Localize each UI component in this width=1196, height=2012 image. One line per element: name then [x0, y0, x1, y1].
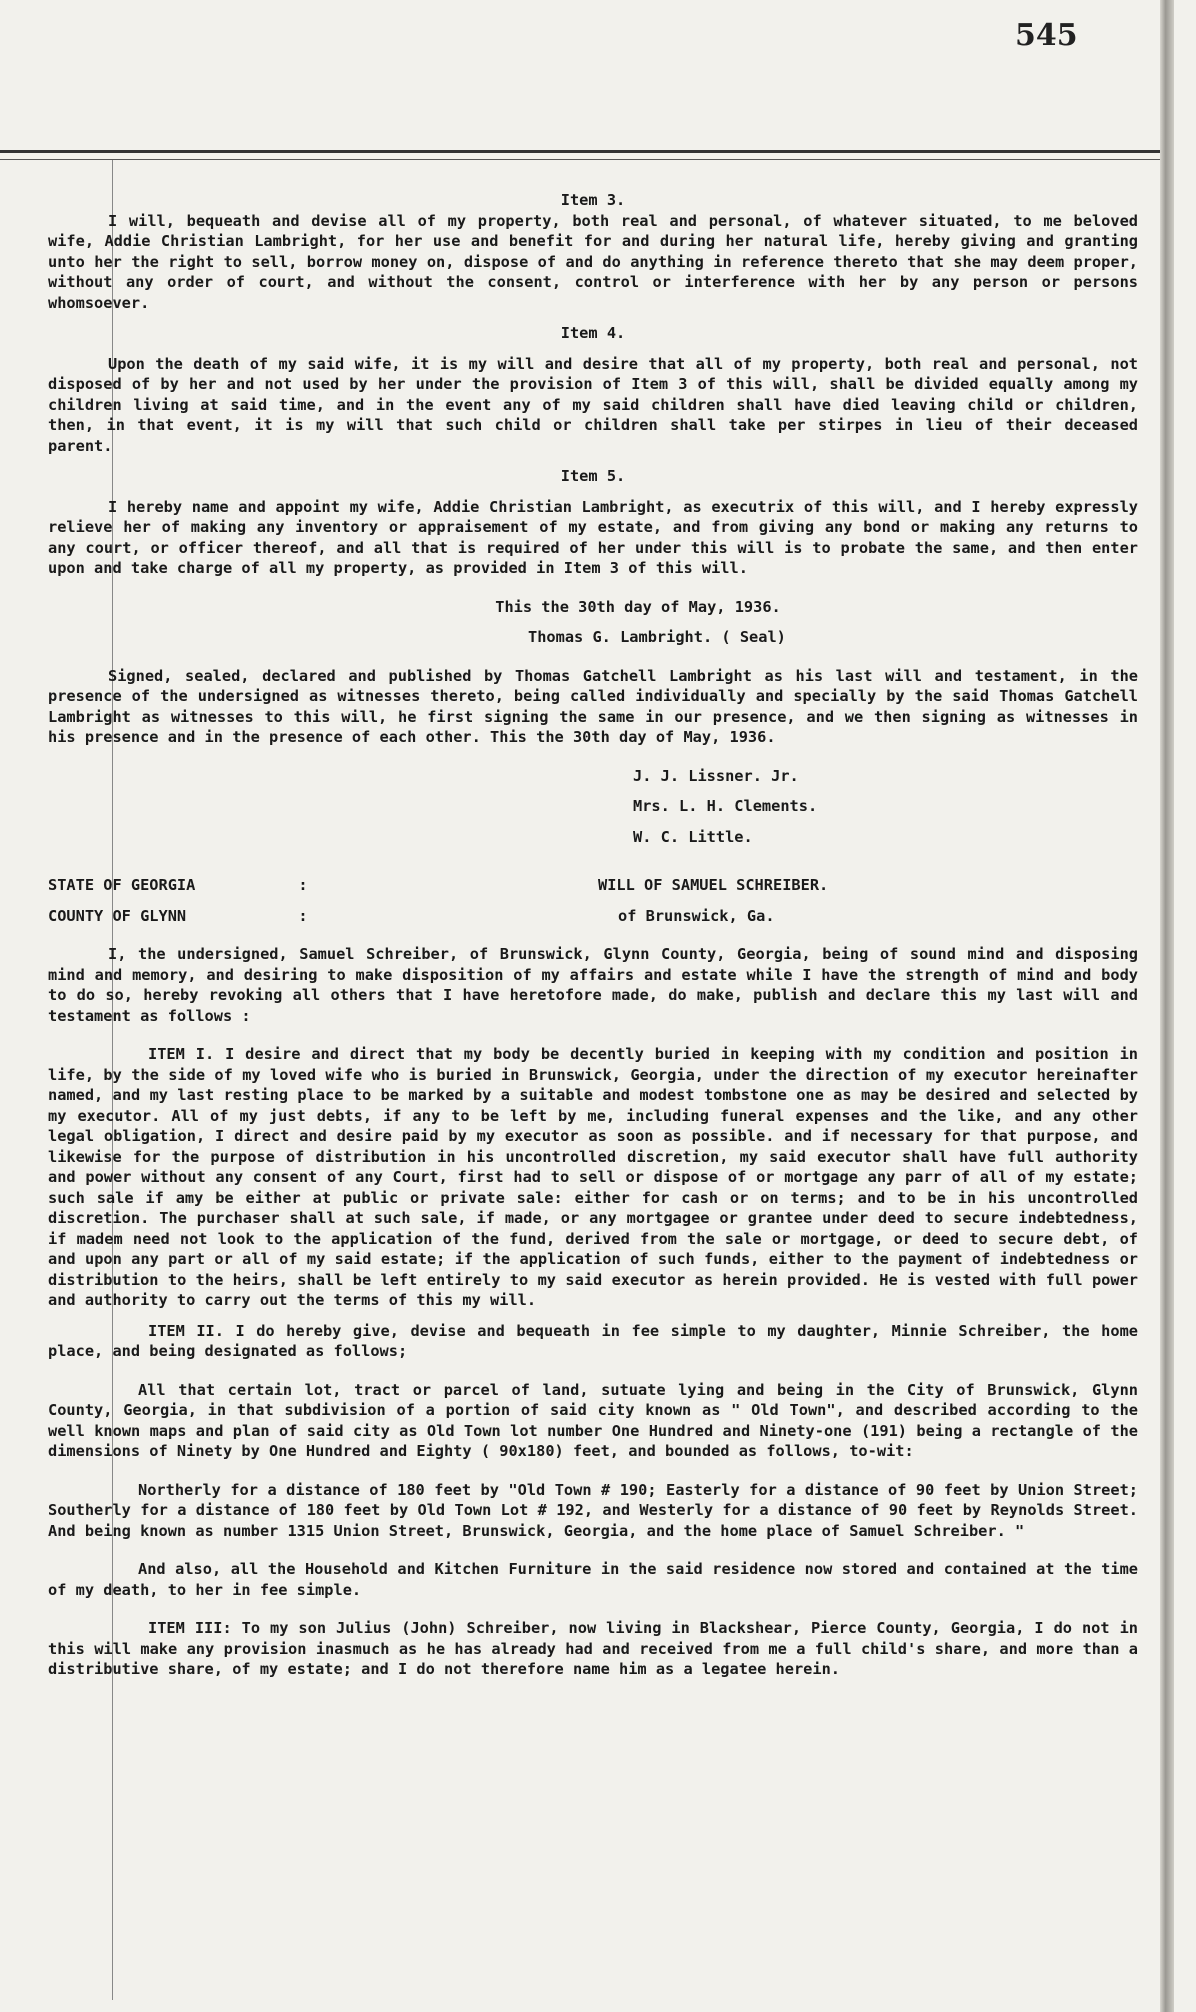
- will-subheading-row: COUNTY OF GLYNN : of Brunswick, Ga.: [48, 906, 1138, 927]
- item4-text: Upon the death of my said wife, it is my will and desire that all of my property, both real and personal, not disposed of by her and not used by her under the provision of Item 3 of this will, shall be divided equally among my children living at said time, and in the event any of my said children shall have died leaving child or children, then, in that event, it is my will that such child or children shall take per stirpes in lieu of their deceased parent.: [48, 354, 1138, 455]
- item-ii-land-description: All that certain lot, tract or parcel of land, sutuate lying and being in the City of Brunswick, Glynn County, Georgia, in that subdivision of a portion of said city known as " Old Town", and described according to the well known maps and plan of said city as Old Town lot number One Hundred and Ninety-one (191) being a rectangle of the dimensions of Ninety by One Hundred and Eighty ( 90x180) feet, and bounded as follows, to-wit:: [48, 1380, 1138, 1460]
- header-rule: [0, 150, 1170, 160]
- attestation-clause: Signed, sealed, declared and published by Thomas Gatchell Lambright as his last will and testament, in the presence of the undersigned as witnesses thereto, being called individually and specially by the said Thomas Gatchell Lambright as witnesses to this will, he first signing the same in our presence, and we then signing as witnesses in his presence and in the presence of each other. This the 30th day of May, 1936.: [48, 666, 1138, 746]
- will-heading-row: STATE OF GEORGIA : WILL OF SAMUEL SCHREIBER.: [48, 875, 1138, 896]
- item-ii-furniture: And also, all the Household and Kitchen Furniture in the said residence now stored and contained at the time of my death, to her in fee simple.: [48, 1560, 1138, 1599]
- page-number: 545: [1015, 18, 1078, 53]
- item-ii-boundaries: Northerly for a distance of 180 feet by "Old Town # 190; Easterly for a distance of 90 feet by Union Street; Southerly for a distance of 180 feet by Old Town Lot # 192, and Westerly for a distance of 90 feet by Reynolds Street. And being known as number 1315 Union Street, Brunswick, Georgia, and the home place of Samuel Schreiber. ": [48, 1480, 1138, 1540]
- item4-title: Item 4.: [560, 324, 626, 342]
- witness-signature: W. C. Little.: [633, 827, 753, 846]
- state-label: STATE OF GEORGIA: [48, 876, 196, 894]
- item3-text: I will, bequeath and devise all of my property, both real and personal, of whatever situated, to me beloved wife, Addie Christian Lambright, for her use and benefit for and during her natural life, hereby giving and granting unto her the right to sell, borrow money on, dispose of and do anything in reference thereto that she may deem proper, without any order of court, and without the consent, control or interference with her by any person or persons whomsoever.: [48, 211, 1138, 312]
- testator-signature: Thomas G. Lambright. ( Seal): [528, 628, 786, 646]
- item5-title: Item 5.: [560, 467, 626, 485]
- item-i: ITEM I. I desire and direct that my body be decently buried in keeping with my condition and position in life, by the side of my loved wife who is buried in Brunswick, Georgia, under the direction of my executor hereinafter named, and my last resting place to be marked by a suitable and modest tombstone one as may be desired and selected by my executor. All of my just debts, if any to be left by me, including funeral expenses and the like, and any other legal obligation, I direct and desire paid by my executor as soon as possible. and if necessary for that purpose, and likewise for the purpose of distribution in his uncontrolled discretion, my said executor shall have full authority and power without any consent of any Court, first had to sell or dispose of or mortgage any parr of all of my estate; such sale if amy be either at public or private sale: either for cash or on terms; and to be in his uncontrolled discretion. The purchaser shall at such sale, if made, or any mortgagee or grantee under deed to secure indebtedness, if madem need not look to the application of the fund, derived from the sale or mortgage, or deed to secure debt, of and upon any part or all of my said estate; if the application of such funds, either to the payment of indebtedness or distribution to the heirs, shall be left entirely to my said executor as herein provided. He is vested with full power and authority to carry out the terms of this my will.: [48, 1045, 1138, 1309]
- document-body: [48, 190, 1138, 1680]
- will-date: This the 30th day of May, 1936.: [495, 597, 781, 616]
- will-preamble: I, the undersigned, Samuel Schreiber, of Brunswick, Glynn County, Georgia, being of sound mind and disposing mind and memory, and desiring to make disposition of my affairs and estate while I have the strength of mind and body to do so, hereby revoking all others that I have heretofore made, do make, publish and declare this my last will and testament as follows :: [48, 945, 1138, 1025]
- item3-title: Item 3.: [560, 191, 626, 209]
- will-title: WILL OF SAMUEL SCHREIBER.: [598, 876, 829, 894]
- witness-signature: J. J. Lissner. Jr.: [633, 766, 799, 785]
- item-iii: ITEM III: To my son Julius (John) Schreiber, now living in Blackshear, Pierce County, Georgia, I do not in this will make any provision inasmuch as he has already had and received from me a full child's share, and more than a distributive share, of my estate; and I do not therefore name him as a legatee herein.: [48, 1619, 1138, 1678]
- county-label: COUNTY OF GLYNN: [48, 906, 187, 925]
- item5-text: I hereby name and appoint my wife, Addie Christian Lambright, as executrix of this will, and I hereby expressly relieve her of making any inventory or appraisement of my estate, and from giving any bond or making any returns to any court, or officer thereof, and all that is required of her under this will is to probate the same, and then enter upon and take charge of all my property, as provided in Item 3 of this will.: [48, 497, 1138, 577]
- will-subtitle: of Brunswick, Ga.: [618, 906, 775, 925]
- witness-signature: Mrs. L. H. Clements.: [633, 797, 818, 815]
- item-ii: ITEM II. I do hereby give, devise and bequeath in fee simple to my daughter, Minnie Schreiber, the home place, and being designated as follows;: [48, 1321, 1138, 1360]
- page-binding-edge: [1160, 0, 1174, 2012]
